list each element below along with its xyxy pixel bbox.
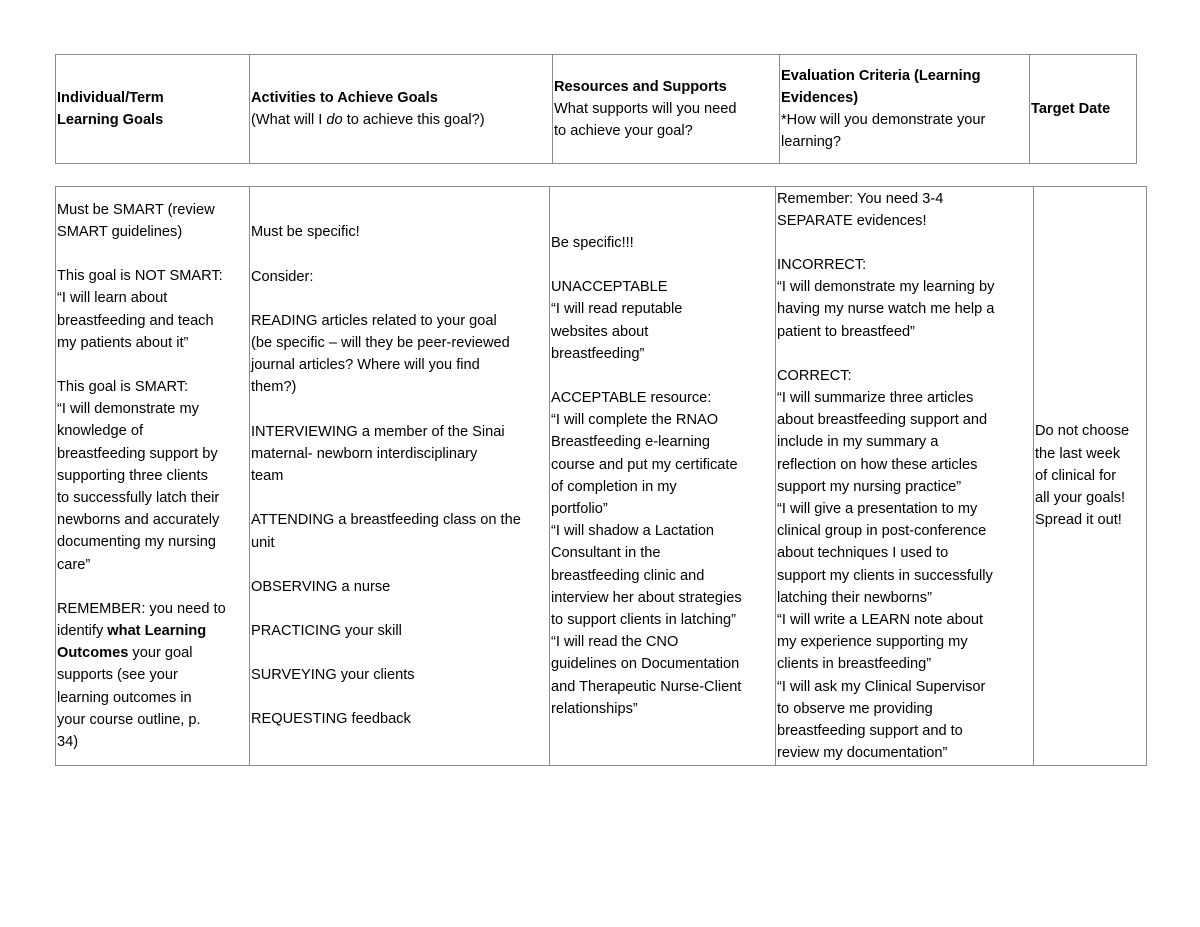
goals-remember-bold: what Learning Outcomes — [57, 623, 207, 662]
header-cell-goals — [56, 55, 250, 164]
activities-observing: OBSERVING a nurse — [251, 578, 391, 595]
header-cell-resources — [553, 55, 780, 164]
activities-practicing: PRACTICING your skill — [251, 622, 402, 639]
goals-not-smart-example: This goal is NOT SMART: “I will learn about breastfeeding and teach my patients about it” — [57, 268, 223, 351]
activities-reading: READING articles related to your goal (be specific – will they be peer-reviewed journal articles? Where will you find them?) — [251, 312, 510, 396]
activities-consider: Consider: — [251, 268, 314, 285]
header-evaluation-title: Evaluation Criteria (Learning Evidences) — [781, 67, 981, 106]
activities-attending: ATTENDING a breastfeeding class on the unit — [251, 512, 521, 551]
guidance-row — [56, 187, 1147, 766]
header-goals-label: Individual/Term Learning Goals — [57, 89, 164, 128]
goals-remember-note — [57, 598, 249, 753]
header-target-label: Target Date — [1031, 100, 1111, 117]
header-activities-subtitle — [251, 109, 552, 131]
goals-smart-note: Must be SMART (review SMART guidelines) — [57, 201, 215, 240]
goals-remember-pre: REMEMBER: you need to identify — [57, 600, 226, 640]
resources-unacceptable: UNACCEPTABLE “I will read reputable websites about breastfeeding” — [551, 279, 683, 362]
header-activities-sub-em: do — [326, 112, 343, 128]
evaluation-correct: CORRECT: “I will summarize three articles about breastfeeding support and include in my summary a reflection on how these articles support my nursing practice” “I will give a presentation to my clinical group in post-conference about techniques I used to support my clients in successfully latching their newborns” “I will write a LEARN note about my experience supporting my clients in breastfeeding” “I will ask my Clinical Supervisor to observe me providing breastfeeding support and to review my documentation” — [777, 367, 993, 762]
header-cell-target — [1030, 55, 1137, 164]
header-table — [55, 54, 1137, 164]
target-cell — [1034, 187, 1147, 766]
activities-interviewing: INTERVIEWING a member of the Sinai maternal- newborn interdisciplinary team — [251, 423, 505, 485]
evaluation-incorrect: INCORRECT: “I will demonstrate my learning by having my nurse watch me help a patient to breastfeed” — [777, 256, 995, 340]
activities-surveying: SURVEYING your clients — [251, 667, 415, 684]
goals-cell — [56, 187, 250, 766]
header-cell-evaluation — [780, 55, 1030, 164]
goals-smart-example: This goal is SMART: “I will demonstrate my knowledge of breastfeeding support by supporting three clients to successfully latch their newborns and accurately documenting my nursing care” — [57, 378, 220, 573]
header-row — [56, 55, 1137, 164]
header-activities-sub-post: to achieve this goal?) — [342, 112, 485, 128]
resources-acceptable: ACCEPTABLE resource: “I will complete the RNAO Breastfeeding e-learning course and put my certificate of completion in my portfolio” “I will shadow a Lactation Consultant in the breastfeeding clinic and interview her about strategies to support clients in latching” “I will read the CNO guidelines on Documentation and Therapeutic Nurse-Client relationships” — [551, 389, 742, 717]
evaluation-cell — [776, 187, 1034, 766]
guidance-table — [55, 186, 1147, 766]
goals-remember-post: your goal supports (see your learning outcomes in your course outline, p. 34) — [57, 645, 201, 751]
evaluation-remember: Remember: You need 3-4 SEPARATE evidences! — [777, 190, 944, 229]
activities-requesting: REQUESTING feedback — [251, 711, 411, 728]
resources-specific: Be specific!!! — [551, 234, 634, 251]
header-activities-title: Activities to Achieve Goals — [251, 89, 438, 106]
activities-specific: Must be specific! — [251, 224, 360, 241]
header-cell-activities — [250, 55, 553, 164]
header-evaluation-subtitle: *How will you demonstrate your learning? — [781, 112, 986, 151]
resources-cell — [550, 187, 776, 766]
header-activities-sub-pre: (What will I — [251, 112, 327, 128]
header-resources-title: Resources and Supports — [554, 78, 727, 95]
activities-cell — [250, 187, 550, 766]
target-note: Do not choose the last week of clinical for all your goals! Spread it out! — [1035, 423, 1130, 529]
header-resources-subtitle: What supports will you need to achieve your goal? — [554, 100, 737, 140]
